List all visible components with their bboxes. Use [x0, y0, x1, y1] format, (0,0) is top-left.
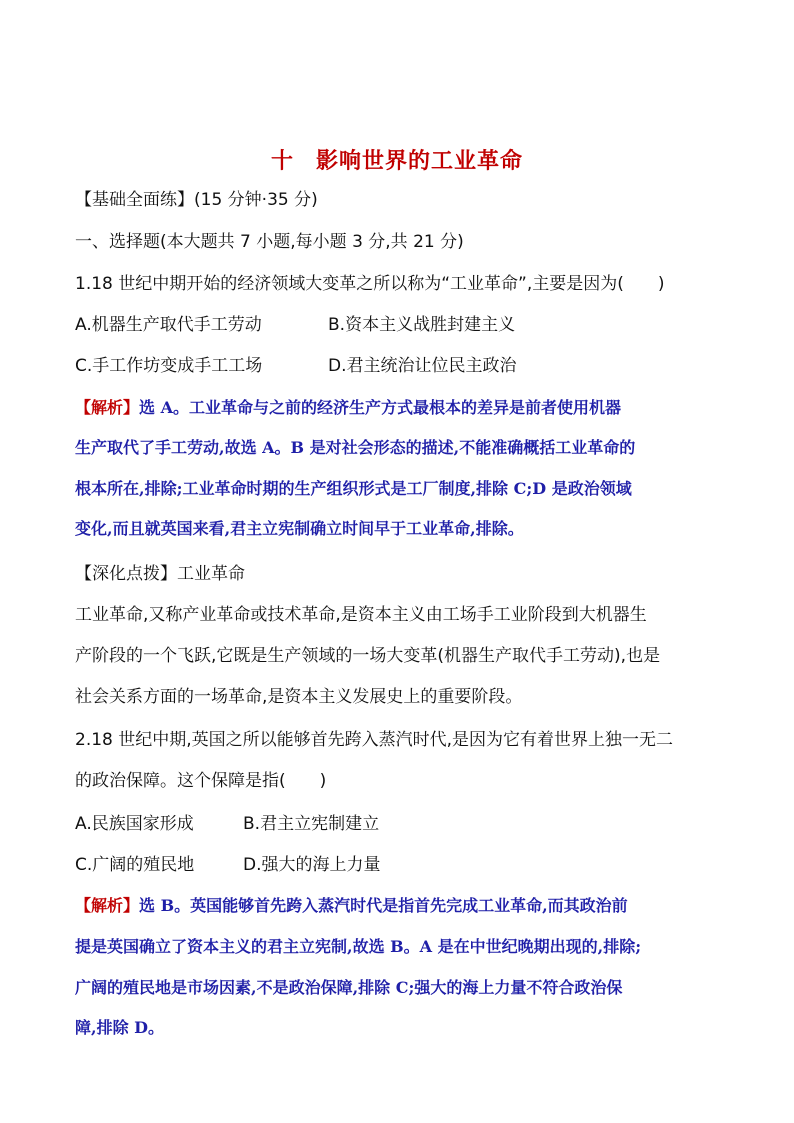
q2-analysis-line-2: 提是英国确立了资本主义的君主立宪制,故选 B。A 是在中世纪晚期出现的,排除;	[75, 937, 642, 956]
q2-analysis-line-4: 障,排除 D。	[75, 1018, 165, 1037]
q1-option-c: C.手工作坊变成手工工场	[75, 356, 263, 376]
q1-analysis-line-3: 根本所在,排除;工业革命时期的生产组织形式是工厂制度,排除 C;D 是政治领域	[75, 479, 632, 498]
deep-line-3: 社会关系方面的一场革命,是资本主义发展史上的重要阶段。	[75, 687, 523, 707]
q2-analysis-line-1: 【解析】选 B。英国能够首先跨入蒸汽时代是指首先完成工业革命,而其政治前	[75, 896, 628, 915]
q1-analysis-tag: 【解析】	[75, 398, 140, 417]
q2-option-b: B.君主立宪制建立	[243, 814, 380, 834]
section-header	[75, 188, 725, 212]
q1-analysis-line-2: 生产取代了手工劳动,故选 A。B 是对社会形态的描述,不能准确概括工业革命的	[75, 438, 636, 457]
deep-line-1: 工业革命,又称产业革命或技术革命,是资本主义由工场手工业阶段到大机器生	[75, 605, 647, 625]
section-time: (15 分钟·35 分)	[194, 190, 318, 210]
q1-option-a: A.机器生产取代手工劳动	[75, 315, 262, 335]
q2-stem-line-1: 2.18 世纪中期,英国之所以能够首先跨入蒸汽时代,是因为它有着世界上独一无二	[75, 730, 674, 750]
q1-option-d: D.君主统治让位民主政治	[328, 356, 517, 376]
deep-title: 工业革命	[177, 564, 245, 584]
q2-option-a: A.民族国家形成	[75, 814, 194, 834]
title-text: 影响世界的工业革命	[316, 149, 524, 174]
title-number: 十	[270, 149, 294, 174]
q2-option-c: C.广阔的殖民地	[75, 855, 195, 875]
deep-line-2: 产阶段的一个飞跃,它既是生产领域的一场大变革(机器生产取代手工劳动),也是	[75, 646, 661, 666]
q2-option-d: D.强大的海上力量	[243, 855, 381, 875]
deep-tag: 【深化点拨】	[75, 564, 177, 584]
page-title	[0, 144, 794, 175]
q1-option-b: B.资本主义战胜封建主义	[328, 315, 516, 335]
deep-header	[75, 562, 725, 586]
section-tag: 【基础全面练】	[75, 190, 194, 210]
q1-analysis-line-1: 【解析】选 A。工业革命与之前的经济生产方式最根本的差异是前者使用机器	[75, 398, 622, 417]
q1-stem: 1.18 世纪中期开始的经济领域大变革之所以称为“工业革命”,主要是因为( )	[75, 274, 665, 294]
q1-analysis-line-4: 变化,而且就英国来看,君主立宪制确立时间早于工业革命,排除。	[75, 519, 524, 538]
q2-analysis-tag: 【解析】	[75, 896, 140, 915]
q2-analysis-line-3: 广阔的殖民地是市场因素,不是政治保障,排除 C;强大的海上力量不符合政治保	[75, 978, 623, 997]
part-heading: 一、选择题(本大题共 7 小题,每小题 3 分,共 21 分)	[75, 232, 464, 252]
q2-stem-line-2: 的政治保障。这个保障是指( )	[75, 771, 327, 791]
